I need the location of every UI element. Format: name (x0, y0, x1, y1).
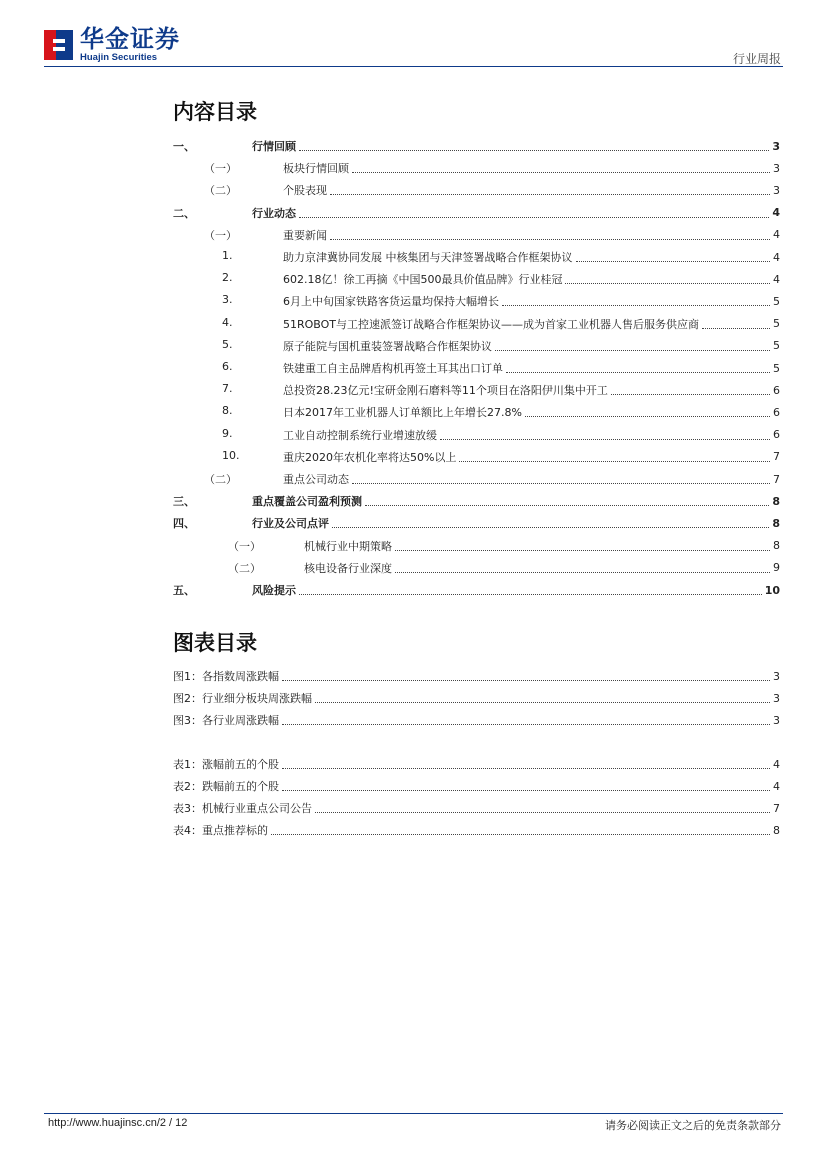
table-entry-text: 表2：跌幅前五的个股 (173, 780, 279, 793)
toc-entry-page: 3 (773, 161, 780, 175)
table-entry[interactable] (0, 798, 780, 818)
toc-entry[interactable] (0, 136, 780, 156)
toc-entry[interactable] (0, 225, 780, 245)
toc-leader-dots (365, 504, 769, 506)
toc-entry[interactable] (0, 469, 780, 489)
toc-leader-dots (332, 526, 769, 528)
toc-leader-dots (299, 149, 769, 151)
toc-entry-number: 三、 (173, 495, 195, 509)
toc-entry-text: 风险提示 (252, 584, 296, 597)
toc-entry-page: 4 (772, 206, 780, 220)
toc-entry-text: 总投资28.23亿元!宝研金刚石磨料等11个项目在洛阳伊川集中开工 (283, 384, 608, 398)
figure-entry-text: 图2：行业细分板块周涨跌幅 (173, 692, 312, 705)
toc-entry[interactable] (0, 425, 780, 445)
toc-leader-dots (611, 393, 770, 395)
toc-entry-number: （二） (204, 184, 237, 198)
toc-entry[interactable] (0, 314, 780, 334)
toc-entry-number: 1. (222, 249, 233, 262)
toc-entry-text: 板块行情回顾 (283, 162, 349, 176)
toc-leader-dots (495, 349, 770, 351)
toc-leader-dots (282, 723, 770, 725)
toc-entry-text: 行情回顾 (252, 140, 296, 153)
toc-entry-page: 5 (773, 294, 780, 308)
toc-entry-number: （一） (204, 228, 237, 242)
toc-entry-page: 5 (773, 339, 780, 353)
toc-entry-page: 7 (773, 450, 780, 464)
toc-entry-page: 6 (773, 428, 780, 442)
company-logo (44, 27, 180, 63)
toc-entry-page: 5 (773, 361, 780, 375)
toc-leader-dots (395, 549, 770, 551)
toc-entry[interactable] (0, 203, 780, 223)
toc-leader-dots (440, 438, 770, 440)
toc-entry-number: 9. (222, 426, 233, 440)
toc-entry[interactable] (0, 291, 780, 311)
toc-entry[interactable] (0, 513, 780, 533)
footer-divider (44, 1113, 783, 1114)
toc-entry[interactable] (0, 447, 780, 467)
toc-entry-text: 个股表现 (283, 184, 327, 198)
toc-leader-dots (525, 415, 770, 417)
toc-entry-number: 3. (222, 293, 233, 307)
toc-entry-text: 行业动态 (252, 206, 296, 220)
header-divider (44, 66, 783, 67)
toc-entry-text: 6月上中旬国家铁路客货运量均保持大幅增长 (283, 295, 499, 309)
toc-entry-text: 重点公司动态 (283, 473, 349, 486)
toc-entry-page: 10 (764, 583, 780, 597)
logo-english-name: Huajin Securities (80, 52, 158, 63)
toc-entry-text: 原子能院与国机重装签署战略合作框架协议 (283, 339, 492, 353)
table-entry-text: 表3：机械行业重点公司公告 (173, 802, 312, 815)
toc-entry-number: 10. (222, 448, 240, 462)
toc-entry-page: 6 (773, 405, 780, 419)
toc-entry[interactable] (0, 380, 780, 400)
toc-entry-page: 8 (772, 516, 780, 530)
toc-entry-page: 4 (773, 250, 780, 264)
toc-entry-page: 8 (773, 539, 780, 553)
toc-entry[interactable] (0, 336, 780, 356)
toc-entry-page: 3 (772, 139, 780, 153)
toc-entry-text: 行业及公司点评 (252, 517, 329, 531)
toc-leader-dots (330, 238, 770, 240)
toc-leader-dots (702, 327, 770, 329)
toc-entry-text: 重庆2020年农机化率将达50%以上 (283, 450, 457, 464)
toc-entry-page: 4 (773, 228, 780, 242)
logo-mark-icon (44, 28, 74, 62)
toc-entry-text: 机械行业中期策略 (304, 539, 392, 553)
toc-entry-page: 8 (772, 494, 780, 508)
toc-leader-dots (352, 482, 770, 484)
toc-entry-page: 6 (773, 383, 780, 397)
toc-leader-dots (576, 260, 771, 262)
figure-entry-page: 3 (773, 669, 780, 683)
toc-leader-dots (282, 679, 770, 681)
toc-leader-dots (282, 789, 770, 791)
table-entry-page: 8 (773, 823, 780, 837)
toc-entry-number: 5. (222, 337, 233, 351)
toc-entry-number: （二） (228, 561, 261, 575)
table-entry-text: 表4：重点推荐标的 (173, 824, 268, 837)
figures-title: 图表目录 (173, 631, 257, 655)
toc-entry-text: 日本2017年工业机器人订单额比上年增长27.8% (283, 406, 522, 420)
figure-entry-text: 图1：各指数周涨跌幅 (173, 670, 279, 683)
toc-leader-dots (565, 282, 770, 284)
toc-entry-number: 一、 (173, 140, 195, 153)
toc-entry-text: 602.18亿！徐工再摘《中国500最具价值品牌》行业桂冠 (283, 273, 563, 287)
toc-entry-page: 5 (773, 317, 780, 331)
toc-entry[interactable] (0, 491, 780, 511)
table-entry-page: 4 (773, 757, 780, 771)
toc-entry[interactable] (0, 536, 780, 556)
footer-url-page: http://www.huajinsc.cn/2 / 12 (48, 1117, 188, 1129)
toc-entry-text: 铁建重工自主品牌盾构机再签土耳其出口订单 (283, 362, 503, 375)
toc-entry-text: 重点覆盖公司盈利预测 (252, 495, 362, 509)
toc-entry-number: （一） (228, 539, 261, 553)
toc-entry[interactable] (0, 358, 780, 378)
figure-entry-text: 图3：各行业周涨跌幅 (173, 714, 279, 727)
toc-leader-dots (395, 571, 770, 573)
toc-entry[interactable] (0, 558, 780, 578)
toc-leader-dots (299, 593, 762, 595)
footer-disclaimer: 请务必阅读正文之后的免责条款部分 (605, 1119, 781, 1132)
toc-entry[interactable] (0, 402, 780, 422)
figure-entry[interactable] (0, 666, 780, 686)
toc-entry[interactable] (0, 158, 780, 178)
toc-entry[interactable] (0, 247, 780, 267)
table-entry-page: 4 (773, 779, 780, 793)
toc-entry-page: 7 (773, 472, 780, 486)
toc-entry-number: 7. (222, 382, 233, 396)
figure-entry[interactable] (0, 688, 780, 708)
toc-entry-number: 8. (222, 404, 233, 418)
toc-leader-dots (459, 460, 770, 462)
toc-leader-dots (506, 371, 770, 373)
toc-leader-dots (315, 701, 770, 703)
toc-entry-page: 3 (773, 183, 780, 197)
toc-entry-text: 核电设备行业深度 (304, 561, 392, 575)
toc-entry-number: 6. (222, 360, 233, 373)
toc-title: 内容目录 (173, 100, 257, 124)
toc-entry-page: 4 (773, 272, 780, 286)
toc-entry-number: 五、 (173, 584, 195, 597)
table-entry[interactable] (0, 754, 780, 774)
toc-entry[interactable] (0, 269, 780, 289)
logo-chinese-name: 华金证券 (80, 25, 180, 53)
table-entry-text: 表1：涨幅前五的个股 (173, 758, 279, 771)
toc-entry-number: 2. (222, 271, 233, 285)
toc-leader-dots (282, 767, 770, 769)
toc-entry-number: 二、 (173, 206, 195, 220)
toc-entry-text: 51ROBOT与工控速派签订战略合作框架协议——成为首家工业机器人售后服务供应商 (283, 317, 700, 331)
toc-entry-text: 助力京津冀协同发展 中核集团与天津签署战略合作框架协议 (283, 251, 573, 264)
table-entry[interactable] (0, 820, 780, 840)
toc-entry[interactable] (0, 180, 780, 200)
figure-entry-page: 3 (773, 691, 780, 705)
table-entry-page: 7 (773, 801, 780, 815)
toc-leader-dots (299, 216, 769, 218)
toc-entry-page: 9 (773, 561, 780, 575)
toc-leader-dots (352, 171, 770, 173)
table-entry[interactable] (0, 776, 780, 796)
report-type-label: 行业周报 (732, 52, 781, 66)
toc-entry-number: （一） (204, 162, 237, 176)
toc-entry-text: 重要新闻 (283, 228, 327, 242)
toc-leader-dots (315, 811, 770, 813)
toc-entry-number: 四、 (173, 517, 195, 531)
toc-entry[interactable] (0, 580, 780, 600)
toc-entry-text: 工业自动控制系统行业增速放缓 (283, 428, 437, 442)
toc-entry-number: 4. (222, 315, 233, 329)
figure-entry[interactable] (0, 710, 780, 730)
figure-entry-page: 3 (773, 713, 780, 727)
toc-entry-number: （二） (204, 473, 237, 486)
toc-leader-dots (271, 833, 770, 835)
toc-leader-dots (502, 304, 770, 306)
toc-leader-dots (330, 193, 770, 195)
